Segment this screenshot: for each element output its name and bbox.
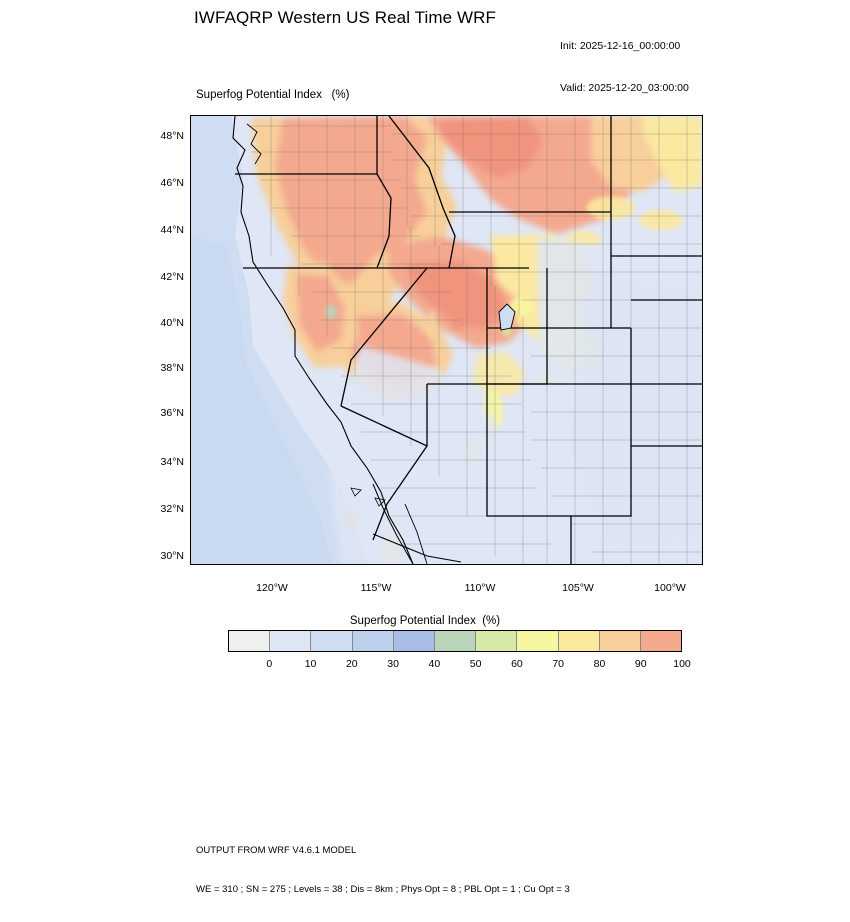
colorbar-cell-0 bbox=[229, 631, 270, 651]
lon-tick-3: 105°W bbox=[562, 582, 594, 594]
lat-tick-1: 46°N bbox=[160, 177, 184, 189]
colorbar-cell-1 bbox=[270, 631, 311, 651]
colorbar-label-5: 50 bbox=[469, 658, 482, 670]
colorbar-cell-3 bbox=[353, 631, 394, 651]
footer-line-1: OUTPUT FROM WRF V4.6.1 MODEL bbox=[196, 845, 357, 856]
lat-tick-4: 40°N bbox=[160, 317, 184, 329]
colorbar-label-6: 60 bbox=[511, 658, 523, 670]
colorbar-cell-10 bbox=[641, 631, 681, 651]
colorbar-cell-9 bbox=[600, 631, 641, 651]
map-field-svg bbox=[191, 116, 702, 564]
colorbar-label-2: 20 bbox=[345, 658, 358, 670]
colorbar-label-0: 0 bbox=[266, 658, 273, 670]
lat-tick-6: 36°N bbox=[160, 407, 184, 419]
lon-tick-2: 110°W bbox=[464, 582, 496, 594]
map-panel[interactable] bbox=[190, 115, 703, 565]
colorbar-label-8: 80 bbox=[593, 658, 606, 670]
colorbar-title: Superfog Potential Index (%) bbox=[349, 615, 501, 627]
lon-tick-0: 120°W bbox=[256, 582, 288, 594]
page-title: IWFAQRP Western US Real Time WRF bbox=[193, 8, 496, 27]
colorbar-labels bbox=[228, 658, 691, 676]
lat-tick-3: 42°N bbox=[160, 271, 184, 283]
colorbar-cell-6 bbox=[476, 631, 517, 651]
colorbar-cell-4 bbox=[394, 631, 435, 651]
colorbar-label-10: 100 bbox=[673, 658, 691, 670]
valid-time-label: Valid: 2025-12-20_03:00:00 bbox=[560, 82, 689, 94]
latitude-axis bbox=[120, 115, 184, 565]
colorbar-label-4: 40 bbox=[428, 658, 441, 670]
map-canvas bbox=[191, 116, 702, 564]
lat-tick-8: 32°N bbox=[160, 503, 184, 515]
colorbar-cell-7 bbox=[517, 631, 558, 651]
lat-tick-2: 44°N bbox=[160, 224, 184, 236]
lat-tick-9: 30°N bbox=[160, 550, 184, 562]
lat-tick-7: 34°N bbox=[160, 456, 184, 468]
colorbar[interactable] bbox=[228, 630, 682, 652]
colorbar-cell-8 bbox=[559, 631, 600, 651]
model-output-footer bbox=[196, 818, 570, 922]
longitude-axis bbox=[190, 570, 703, 594]
lon-tick-1: 115°W bbox=[360, 582, 392, 594]
lat-tick-0: 48°N bbox=[160, 130, 184, 142]
init-valid-block bbox=[560, 11, 689, 123]
colorbar-cell-5 bbox=[435, 631, 476, 651]
colorbar-label-3: 30 bbox=[387, 658, 399, 670]
colorbar-cell-2 bbox=[311, 631, 352, 651]
colorbar-label-7: 70 bbox=[552, 658, 565, 670]
colorbar-label-1: 10 bbox=[304, 658, 317, 670]
plot-title: Superfog Potential Index (%) bbox=[196, 89, 350, 101]
colorbar-label-9: 90 bbox=[634, 658, 647, 670]
init-time-label: Init: 2025-12-16_00:00:00 bbox=[560, 40, 681, 52]
footer-line-2: WE = 310 ; SN = 275 ; Levels = 38 ; Dis = 8km ; Phys Opt = 8 ; PBL Opt = 1 ; Cu Opt = 3 bbox=[196, 884, 570, 895]
lon-tick-4: 100°W bbox=[654, 582, 686, 594]
lat-tick-5: 38°N bbox=[160, 362, 184, 374]
